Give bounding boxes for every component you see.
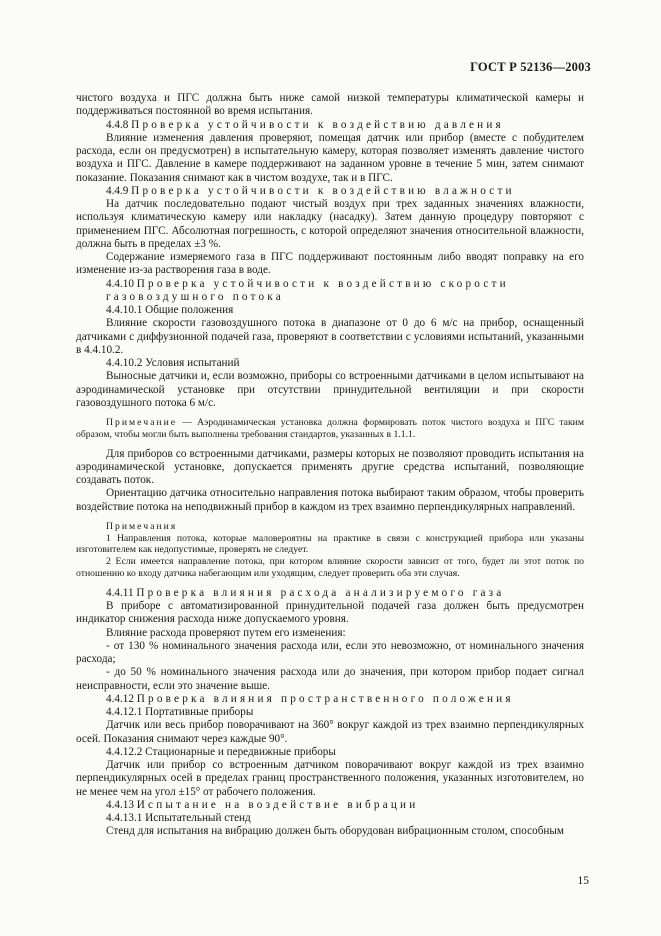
note	[76, 417, 584, 441]
page-number: 15	[577, 875, 589, 887]
section-number: 4.4.10.2	[106, 357, 143, 369]
subsection-heading	[76, 304, 584, 317]
section-number: 4.4.10	[106, 277, 134, 290]
section-title: Проверка влияния расхода анализируемого газа	[136, 586, 505, 599]
spacer	[76, 441, 584, 448]
section-heading	[76, 693, 584, 706]
section-title: Проверка устойчивости к воздействию скорости газовоздушного потока	[106, 277, 509, 303]
section-title: Условия испытаний	[145, 357, 240, 369]
section-number: 4.4.12.2	[106, 745, 143, 758]
section-heading	[76, 185, 584, 198]
section-title: Общие положения	[145, 304, 234, 316]
section-title: Проверка устойчивости к воздействию давления	[131, 118, 504, 131]
paragraph: Стенд для испытания на вибрацию должен быть оборудован вибрационным столом, способным	[106, 825, 564, 838]
section-title: Испытательный стенд	[145, 812, 251, 825]
paragraph: - от 130 % номинального значения расхода или, если это невозможно, от номинального значения расхода;	[76, 639, 584, 666]
paragraph: - до 50 % номинального значения расхода или до значения, при котором прибор подает сигнал неисправности, если это значение выше.	[76, 666, 584, 692]
section-number: 4.4.12.1	[106, 706, 143, 719]
section-number: 4.4.9	[106, 184, 129, 197]
paragraph: На датчик последовательно подают чистый воздух при трех заданных значениях влажности, используя климатическую камеру или накладку (насадку). Затем данную процедуру повторяют с применением ПГС. Абсолютная погрешность, с которой определяют значения относительной влажности, должна быть в пределах ±3 %.	[76, 198, 584, 250]
paragraph: Датчик или весь прибор поворачивают на 360° вокруг каждой из трех взаимно перпендикулярных осей. Показания снимают через каждые 90°.	[76, 719, 584, 745]
spacer	[76, 410, 584, 417]
section-heading	[76, 278, 584, 305]
section-number: 4.4.13	[106, 798, 134, 811]
paragraph: Влияние расхода проверяют путем его изменения:	[106, 626, 346, 639]
subsection-heading	[76, 746, 584, 759]
paragraph: Для приборов со встроенными датчиками, размеры которых не позволяют проводить испытания на аэродинамической установке, допускается применять другие средства испытаний, позволяющие создавать поток.	[76, 447, 584, 487]
paragraph: Ориентацию датчика относительно направления потока выбирают таким образом, чтобы проверить воздействие потока на неподвижный прибор в каждом из трех взаимно перпендикулярных направлений.	[76, 487, 584, 513]
standard-header: ГОСТ Р 52136—2003	[470, 60, 591, 74]
paragraph: чистого воздуха и ПГС должна быть ниже самой низкой температуры климатической камеры и поддерживаться постоянной во время испытания.	[76, 92, 584, 118]
section-number: 4.4.13.1	[106, 812, 143, 825]
section-number: 4.4.8	[106, 118, 129, 131]
section-heading	[76, 119, 584, 132]
paragraph: В приборе с автоматизированной принудительной подачей газа должен быть предусмотрен индикатор снижения расхода ниже допускаемого уровня.	[76, 600, 584, 626]
paragraph: Влияние изменения давления проверяют, помещая датчик или прибор (вместе с побудителем расхода, если он предусмотрен) в испытательную камеру, которая позволяет изменять давление чистого воздуха и ПГС. Давление в камере поддерживают на заданном уровне в течение 5 мин, затем снимают показание. Показания снимают как в чистом воздухе, так и в ПГС.	[76, 131, 584, 184]
section-title: Портативные приборы	[145, 706, 254, 719]
document-body	[76, 92, 584, 839]
section-number: 4.4.12	[106, 692, 134, 705]
section-heading	[76, 587, 584, 600]
subsection-heading	[76, 812, 584, 825]
section-title: Проверка влияния пространственного положения	[136, 692, 514, 705]
paragraph: Влияние скорости газовоздушного потока в диапазоне от 0 до 6 м/с на прибор, оснащенный датчиками с диффузионной подачей газа, проверяют в соответствии с условиями испытаний, указанными в 4.4.10.2.	[76, 317, 584, 356]
section-title: Испытание на воздействие вибрации	[136, 798, 419, 811]
note-label: Примечание	[106, 417, 178, 428]
paragraph: Выносные датчики и, если возможно, приборы со встроенными датчиками в целом испытывают на аэродинамической установке при отсутствии принудительной вентиляции и при скорости газовоздушного потока 6 м/с.	[76, 370, 584, 409]
subsection-heading	[76, 706, 584, 719]
paragraph: Датчик или прибор со встроенным датчиком поворачивают вокруг каждой из трех взаимно перпендикулярных осей в пределах границ пространственного положения, указанных изготовителем, но не менее чем на угол ±15° от рабочего положения.	[76, 759, 584, 798]
section-title: Проверка устойчивости к воздействию влажности	[131, 184, 515, 197]
spacer	[76, 580, 584, 587]
section-title: Стационарные и передвижные приборы	[145, 745, 336, 758]
paragraph: Содержание измеряемого газа в ПГС поддерживают постоянным либо вводят поправку на его изменение из-за растворения газа в воде.	[76, 251, 584, 277]
section-number: 4.4.10.1	[106, 304, 143, 316]
subsection-heading	[76, 357, 584, 370]
notes-heading: Примечания	[106, 520, 178, 532]
section-number: 4.4.11	[106, 586, 134, 599]
note: 2 Если имеется направление потока, при котором влияние скорости зависит от того, будет ли этот поток по отношению ко входу датчика набегающим или уходящим, следует проверить оба эти случая.	[76, 556, 584, 580]
spacer	[76, 514, 584, 521]
note-text: — Аэродинамическая установка должна формировать поток чистого воздуха и ПГС таким образом, чтобы могли быть выполнены требования стандартов, указанных в 1.1.1.	[76, 417, 584, 440]
section-heading	[76, 799, 584, 812]
note: 1 Направления потока, которые маловероятны на практике в связи с конструкцией прибора или указаны изготовителем как недопустимые, проверять не следует.	[76, 532, 584, 556]
